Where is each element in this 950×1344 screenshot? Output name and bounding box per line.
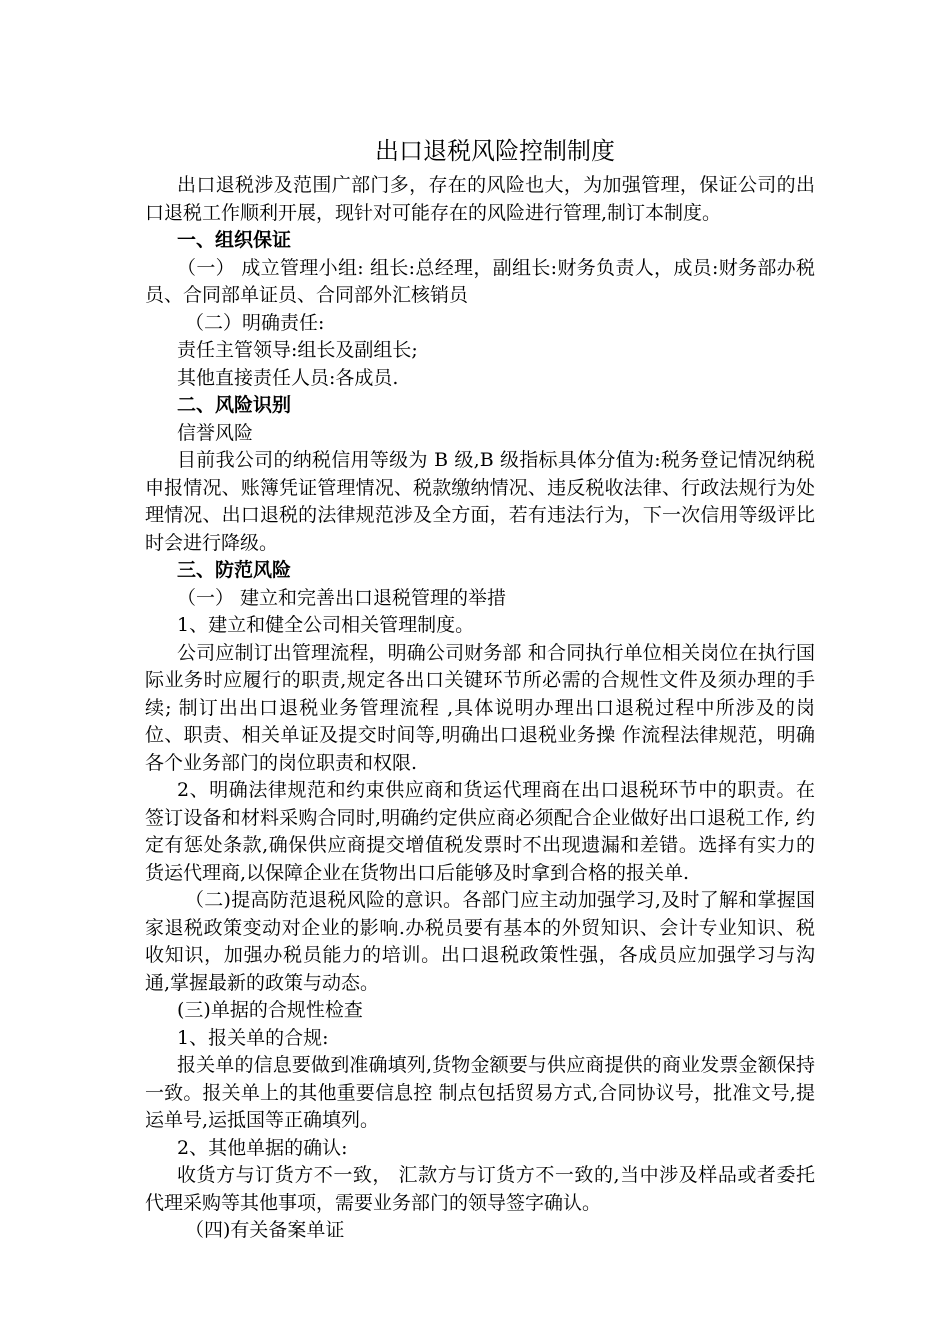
document-title: 出口退税风险控制制度 (375, 137, 615, 165)
section-heading: 二、风险识别 (177, 394, 292, 416)
paragraph: (三)单据的合规性检查 (177, 999, 363, 1021)
section-heading: 一、组织保证 (177, 229, 292, 251)
paragraph: 目前我公司的纳税信用等级为 B 级,B 级指标具体分值为:税务登记情况纳税申报情况、账簿凭证管理情况、税款缴纳情况、违反税收法律、行政法规行为处理情况、出口退税的法律规范涉及全方面，若有违法行为，下一次信用等级评比时会进行降级。 (145, 449, 815, 554)
paragraph: 公司应制订出管理流程，明确公司财务部 和合同执行单位相关岗位在执行国际业务时应履行的职责,规定各出口关键环节所必需的合规性文件及须办理的手续; 制订出出口退税业务管理流程 ,具体说明办理出口退税过程中所涉及的岗位、职责、相关单证及提交时间等,明确出口退税业务操 作流程法律规范，明确各个业务部门的岗位职责和权限. (145, 641, 815, 774)
document-page (145, 136, 815, 1245)
paragraph: 1、报关单的合规: (177, 1026, 329, 1049)
intro-paragraph: 出口退税涉及范围广部门多，存在的风险也大，为加强管理，保证公司的出口退税工作顺利开展，现针对可能存在的风险进行管理,制订本制度。 (145, 174, 815, 224)
paragraph: 其他直接责任人员:各成员. (177, 366, 399, 389)
paragraph: （一） 建立和完善出口退税管理的举措 (177, 586, 507, 609)
paragraph: 1、建立和健全公司相关管理制度。 (177, 614, 475, 636)
paragraph: 报关单的信息要做到准确填列,货物金额要与供应商提供的商业发票金额保持一致。报关单上的其他重要信息控 制点包括贸易方式,合同协议号，批准文号,提运单号,运抵国等正确填列。 (145, 1054, 815, 1131)
paragraph: （二）明确责任: (185, 311, 325, 334)
paragraph: 2、明确法律规范和约束供应商和货运代理商在出口退税环节中的职责。在签订设备和材料采购合同时,明确约定供应商必须配合企业做好出口退税工作, 约定有惩处条款,确保供应商提交增值税发票时不出现遗漏和差错。选择有实力的货运代理商,以保障企业在货物出口后能够及时拿到合格的报关单. (145, 779, 815, 884)
paragraph: 收货方与订货方不一致， 汇款方与订货方不一致的,当中涉及样品或者委托代理采购等其他事项，需要业务部门的领导签字确认。 (145, 1164, 815, 1214)
paragraph: （四)有关备案单证 (185, 1219, 345, 1241)
paragraph: 责任主管领导:组长及副组长; (177, 339, 418, 361)
paragraph: 2、其他单据的确认: (177, 1136, 348, 1159)
document-body (145, 172, 815, 1245)
paragraph: 信誉风险 (177, 421, 254, 444)
paragraph: （一） 成立管理小组: 组长:总经理，副组长:财务负责人，成员:财务部办税员、合同部单证员、合同部外汇核销员 (145, 256, 815, 306)
section-heading: 三、防范风险 (177, 559, 292, 581)
paragraph: （二)提高防范退税风险的意识。各部门应主动加强学习,及时了解和掌握国家退税政策变动对企业的影响.办税员要有基本的外贸知识、会计专业知识、税收知识，加强办税员能力的培训。出口退税政策性强，各成员应加强学习与沟通,掌握最新的政策与动态。 (145, 889, 815, 994)
